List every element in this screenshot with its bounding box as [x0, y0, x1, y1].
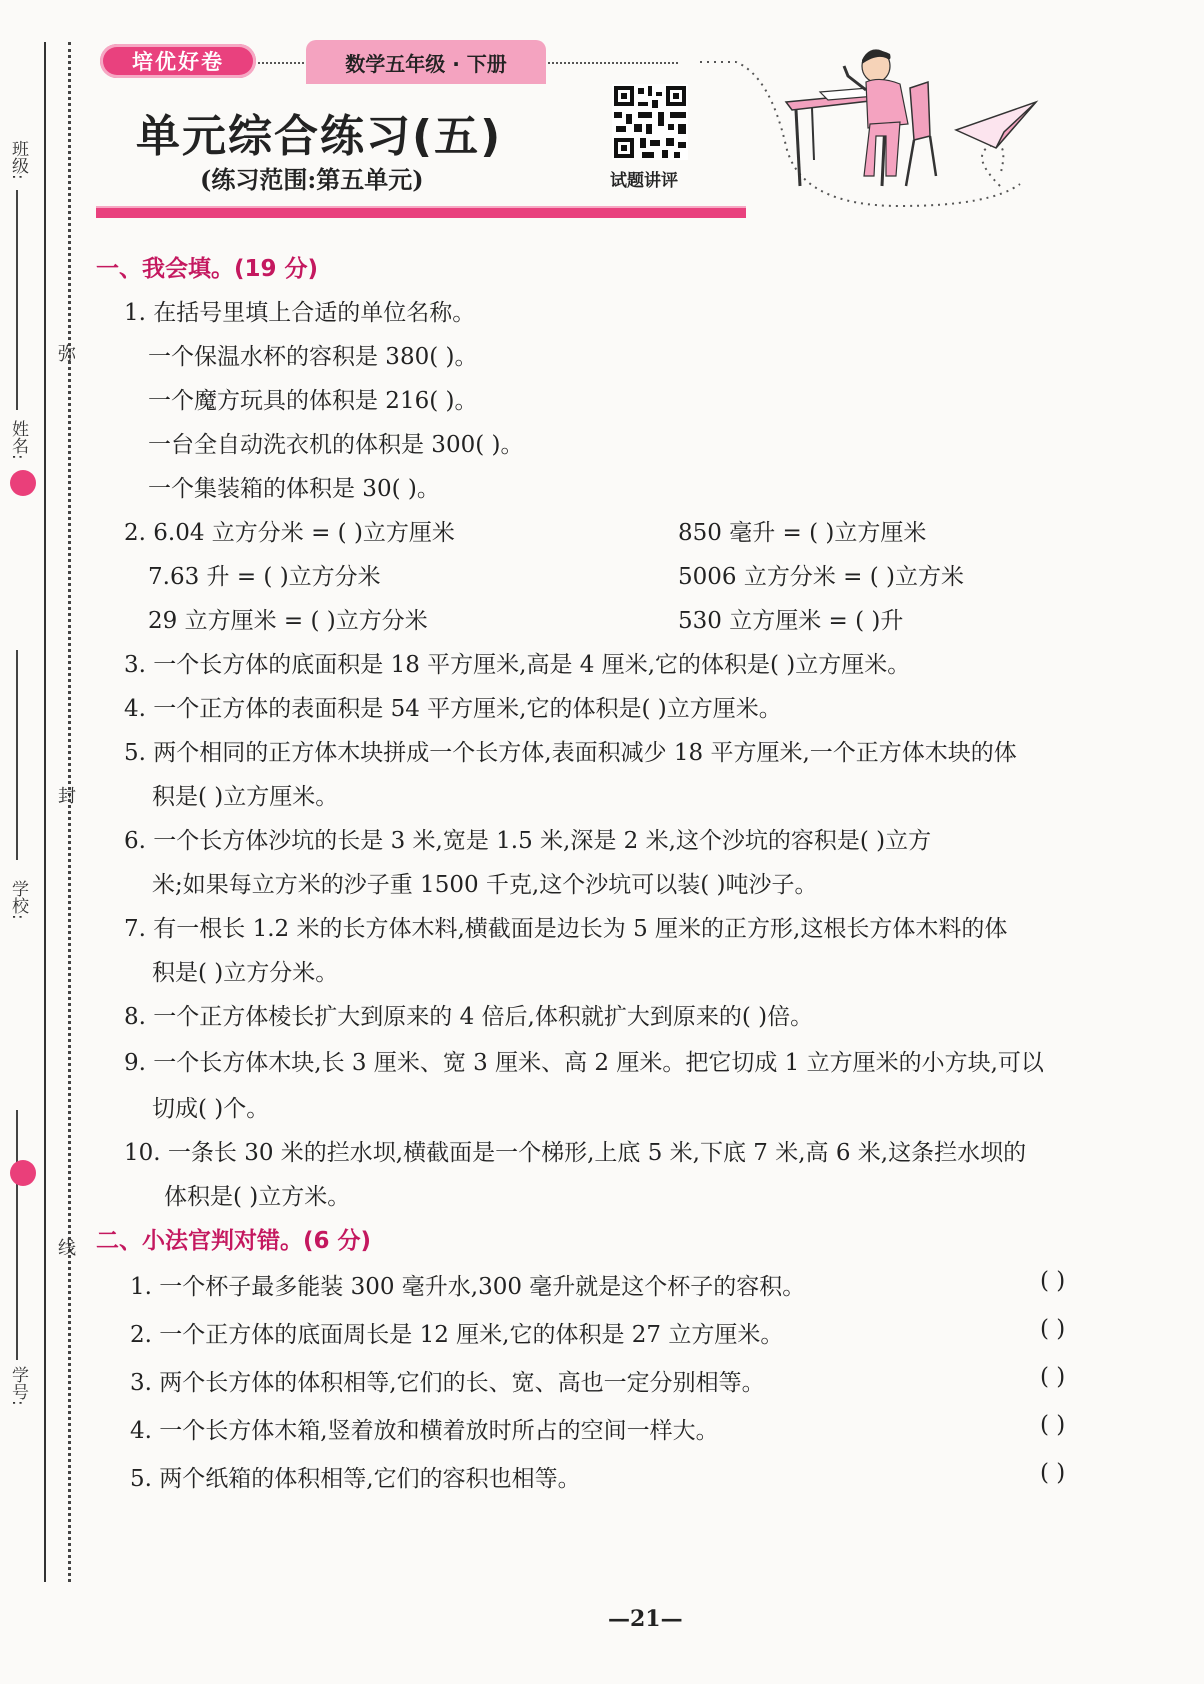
q9-line-2: 切成( )个。	[152, 1096, 270, 1122]
binding-dotted-line	[68, 42, 71, 1582]
binding-solid-line	[44, 42, 46, 1582]
q8: 8. 一个正方体棱长扩大到原来的 4 倍后,体积就扩大到原来的( )倍。	[124, 1004, 814, 1030]
q5-line-2: 积是( )立方厘米。	[152, 784, 339, 810]
name-blank	[16, 650, 18, 860]
q1-stem: 1. 在括号里填上合适的单位名称。	[124, 300, 476, 326]
q9-line-1: 9. 一个长方体木块,长 3 厘米、宽 3 厘米、高 2 厘米。把它切成 1 立方厘米的小方块,可以	[124, 1050, 1044, 1076]
q7-line-1: 7. 有一根长 1.2 米的长方体木料,横截面是边长为 5 厘米的正方形,这根长方体木料的体	[124, 916, 1008, 942]
header-divider-bar	[96, 206, 746, 218]
judge-answer-5[interactable]: ( )	[1040, 1460, 1066, 1486]
section2-heading: 二、小法官判对错。(6 分)	[96, 1228, 372, 1254]
judge-answer-4[interactable]: ( )	[1040, 1412, 1066, 1438]
school-blank	[16, 1110, 18, 1360]
q2-left-2: 7.63 升 = ( )立方分米	[148, 564, 381, 590]
q2-right-2: 5006 立方分米 = ( )立方米	[678, 564, 964, 590]
judge-answer-3[interactable]: ( )	[1040, 1364, 1066, 1390]
page-subtitle: (练习范围:第五单元)	[200, 165, 424, 194]
q6-line-1: 6. 一个长方体沙坑的长是 3 米,宽是 1.5 米,深是 2 米,这个沙坑的容积是( )立方	[124, 828, 932, 854]
judge-item-2: 2. 一个正方体的底面周长是 12 厘米,它的体积是 27 立方厘米。	[130, 1322, 784, 1348]
q1-line-4: 一个集装箱的体积是 30( )。	[148, 476, 440, 502]
judge-item-5: 5. 两个纸箱的体积相等,它们的容积也相等。	[130, 1466, 581, 1492]
section1-heading: 一、我会填。(19 分)	[96, 256, 319, 282]
number-label: 学号:	[8, 1366, 28, 1406]
judge-answer-2[interactable]: ( )	[1040, 1316, 1066, 1342]
page-title: 单元综合练习(五)	[136, 111, 503, 162]
judge-item-4: 4. 一个长方体木箱,竖着放和横着放时所占的空间一样大。	[130, 1418, 719, 1444]
school-label: 学校:	[8, 880, 28, 920]
grade-tab: 数学五年级 · 下册	[306, 40, 546, 84]
q3: 3. 一个长方体的底面积是 18 平方厘米,高是 4 厘米,它的体积是( )立方厘米。	[124, 652, 911, 678]
seal-char-xian: 线	[58, 1238, 76, 1259]
class-label: 班级:	[8, 140, 28, 180]
name-label: 姓名:	[8, 420, 28, 460]
pink-dot-decoration	[10, 470, 36, 496]
header-dots-1	[258, 62, 304, 64]
pink-dot-decoration-2	[10, 1160, 36, 1186]
page-number: —21—	[608, 1606, 683, 1632]
q5-line-1: 5. 两个相同的正方体木块拼成一个长方体,表面积减少 18 平方厘米,一个正方体木块的体	[124, 740, 1017, 766]
class-blank	[16, 190, 18, 410]
judge-item-3: 3. 两个长方体的体积相等,它们的长、宽、高也一定分别相等。	[130, 1370, 765, 1396]
q6-line-2: 米;如果每立方米的沙子重 1500 千克,这个沙坑可以装( )吨沙子。	[152, 872, 818, 898]
q2-right-1: 850 毫升 = ( )立方厘米	[678, 520, 927, 546]
q1-line-1: 一个保温水杯的容积是 380( )。	[148, 344, 478, 370]
q10-line-2: 体积是( )立方米。	[164, 1184, 351, 1210]
q10-line-1: 10. 一条长 30 米的拦水坝,横截面是一个梯形,上底 5 米,下底 7 米,高 6 米,这条拦水坝的	[124, 1140, 1027, 1166]
judge-item-1: 1. 一个杯子最多能装 300 毫升水,300 毫升就是这个杯子的容积。	[130, 1274, 806, 1300]
judge-answer-1[interactable]: ( )	[1040, 1268, 1066, 1294]
brand-tag: 培优好卷	[100, 44, 256, 78]
q2-right-3: 530 立方厘米 = ( )升	[678, 608, 904, 634]
header-dots-2	[548, 62, 678, 64]
boy-reading-illustration	[700, 36, 1120, 216]
q1-line-3: 一台全自动洗衣机的体积是 300( )。	[148, 432, 524, 458]
q4: 4. 一个正方体的表面积是 54 平方厘米,它的体积是( )立方厘米。	[124, 696, 782, 722]
q2-left-1: 2. 6.04 立方分米 = ( )立方厘米	[124, 520, 455, 546]
q7-line-2: 积是( )立方分米。	[152, 960, 339, 986]
seal-char-feng: 封	[58, 786, 76, 807]
q1-line-2: 一个魔方玩具的体积是 216( )。	[148, 388, 478, 414]
qr-code-icon[interactable]	[612, 84, 688, 160]
seal-char-mi: 弥	[58, 344, 76, 365]
qr-label: 试题讲评	[610, 171, 678, 191]
q2-left-3: 29 立方厘米 = ( )立方分米	[148, 608, 428, 634]
